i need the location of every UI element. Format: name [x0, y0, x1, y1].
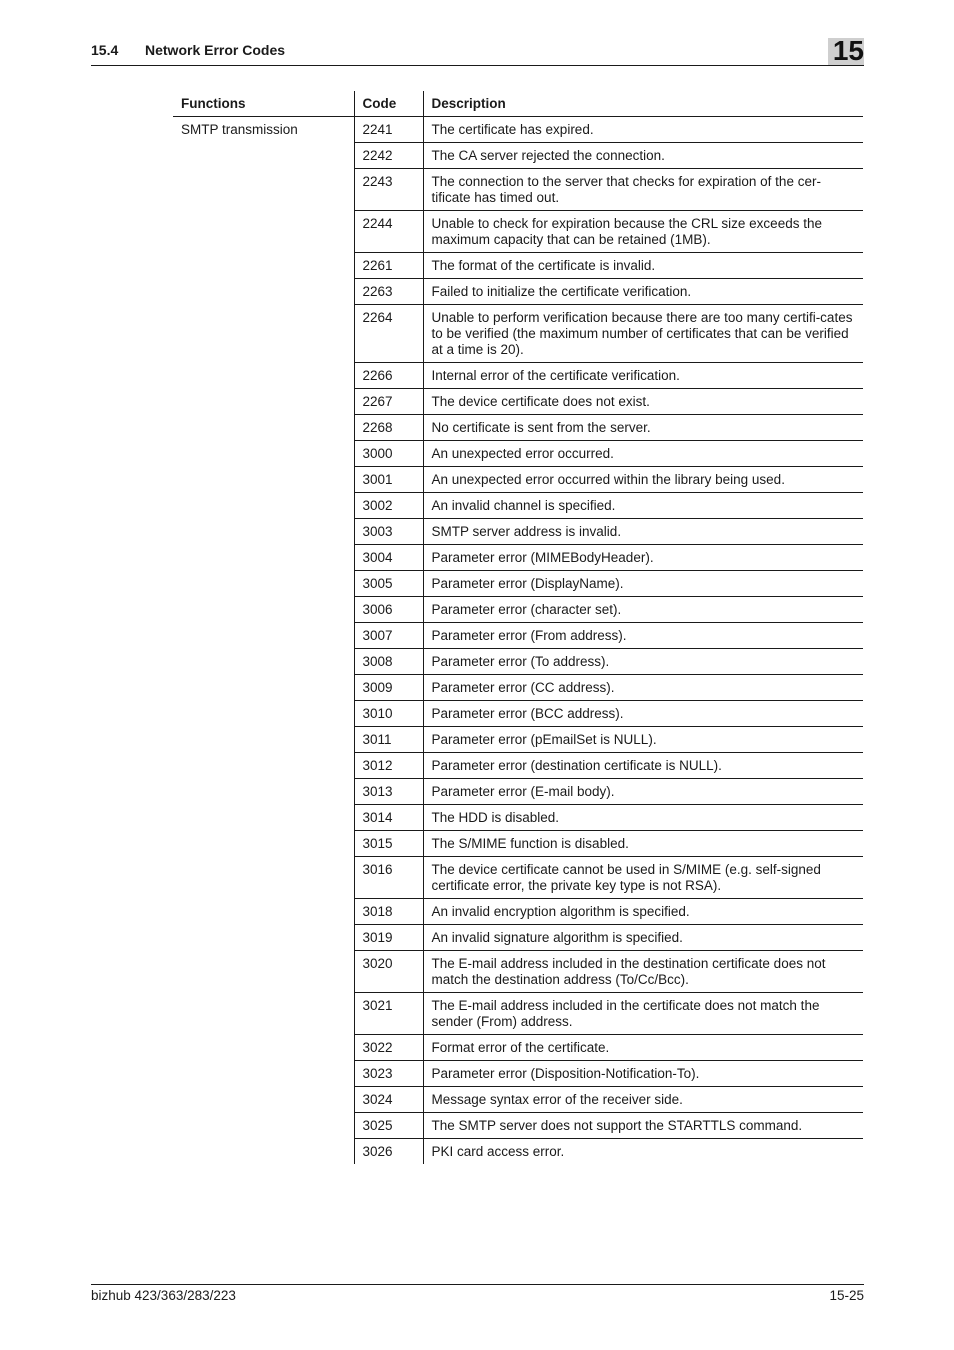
code-cell: 3010 — [354, 701, 423, 727]
code-cell: 3006 — [354, 597, 423, 623]
description-cell: The connection to the server that checks for expiration of the cer-tificate has timed out. — [423, 169, 863, 211]
code-cell: 2266 — [354, 363, 423, 389]
section-title: Network Error Codes — [145, 42, 286, 58]
description-cell: PKI card access error. — [431, 1144, 565, 1159]
error-code-table — [173, 91, 863, 1164]
description-cell: An invalid channel is specified. — [423, 493, 863, 519]
description-cell: An invalid signature algorithm is specified. — [423, 925, 863, 951]
column-header-code: Code — [354, 91, 423, 117]
description-cell: SMTP server address is invalid. — [423, 519, 863, 545]
code-cell: 3016 — [354, 857, 423, 899]
description-cell: Parameter error (BCC address). — [423, 701, 863, 727]
code-cell: 3024 — [354, 1087, 423, 1113]
description-cell: Unable to perform verification because there are too many certifi-cates to be verified (the maximum number of certificates that can be verified at a time is 20). — [423, 305, 863, 363]
code-cell: 3002 — [354, 493, 423, 519]
code-cell: 3003 — [354, 519, 423, 545]
description-cell: The CA server rejected the connection. — [423, 143, 863, 169]
description-cell: Format error of the certificate. — [423, 1035, 863, 1061]
description-cell: Parameter error (Disposition-Notification-To). — [423, 1061, 863, 1087]
description-cell: Message syntax error of the receiver side. — [423, 1087, 863, 1113]
description-cell: The format of the certificate is invalid. — [423, 253, 863, 279]
code-cell: 2244 — [354, 211, 423, 253]
code-cell: 2243 — [354, 169, 423, 211]
description-cell: No certificate is sent from the server. — [423, 415, 863, 441]
code-cell: 3014 — [354, 805, 423, 831]
product-name: bizhub 423/363/283/223 — [91, 1288, 236, 1303]
description-cell: An invalid encryption algorithm is specified. — [423, 899, 863, 925]
code-cell: 3008 — [354, 649, 423, 675]
code-cell: 3021 — [354, 993, 423, 1035]
code-cell: 3012 — [354, 753, 423, 779]
description-cell: The E-mail address included in the certificate does not match the sender (From) address. — [423, 993, 863, 1035]
table-header-row — [173, 91, 863, 117]
description-cell: Parameter error (destination certificate is NULL). — [423, 753, 863, 779]
code-cell: 2267 — [354, 389, 423, 415]
chapter-number: 15 — [832, 35, 864, 66]
table-body — [173, 117, 863, 1165]
code-cell: 3025 — [354, 1113, 423, 1139]
code-cell: 3005 — [354, 571, 423, 597]
description-cell: Unable to check for expiration because the CRL size exceeds the maximum capacity that can be retained (1MB). — [423, 211, 863, 253]
description-cell: Parameter error (pEmailSet is NULL). — [423, 727, 863, 753]
code-cell: 3023 — [354, 1061, 423, 1087]
description-cell: Internal error of the certificate verification. — [423, 363, 863, 389]
code-cell: 3004 — [354, 545, 423, 571]
description-cell: An unexpected error occurred. — [423, 441, 863, 467]
code-cell: 3022 — [354, 1035, 423, 1061]
code-cell: 2263 — [354, 279, 423, 305]
description-cell: Parameter error (DisplayName). — [423, 571, 863, 597]
code-cell: 3011 — [354, 727, 423, 753]
description-cell: The SMTP server does not support the STARTTLS command. — [423, 1113, 863, 1139]
description-cell: Parameter error (E-mail body). — [423, 779, 863, 805]
function-cell: SMTP transmission — [181, 122, 298, 137]
code-cell: 3015 — [354, 831, 423, 857]
code-cell: 2268 — [354, 415, 423, 441]
code-cell: 3001 — [354, 467, 423, 493]
description-cell: An unexpected error occurred within the library being used. — [423, 467, 863, 493]
code-cell: 2241 — [354, 117, 423, 143]
table-row — [173, 117, 863, 143]
section-number: 15.4 — [91, 42, 119, 58]
description-cell: The E-mail address included in the destination certificate does not match the destination address (To/Cc/Bcc). — [423, 951, 863, 993]
code-cell: 3000 — [354, 441, 423, 467]
code-cell: 3013 — [354, 779, 423, 805]
description-cell: Failed to initialize the certificate verification. — [423, 279, 863, 305]
description-cell: The device certificate does not exist. — [423, 389, 863, 415]
description-cell: Parameter error (To address). — [423, 649, 863, 675]
code-cell: 2261 — [354, 253, 423, 279]
description-cell: Parameter error (MIMEBodyHeader). — [423, 545, 863, 571]
description-cell: The S/MIME function is disabled. — [423, 831, 863, 857]
code-cell: 3020 — [354, 951, 423, 993]
page-header — [91, 35, 864, 66]
code-cell: 2242 — [354, 143, 423, 169]
code-cell: 3018 — [354, 899, 423, 925]
description-cell: The HDD is disabled. — [423, 805, 863, 831]
code-cell: 3019 — [354, 925, 423, 951]
description-cell: Parameter error (CC address). — [423, 675, 863, 701]
column-header-description: Description — [423, 91, 863, 117]
page-number: 15-25 — [829, 1288, 864, 1303]
column-header-functions: Functions — [173, 91, 354, 117]
code-cell: 3026 — [354, 1139, 423, 1165]
description-cell: The certificate has expired. — [423, 117, 863, 143]
code-cell: 3009 — [354, 675, 423, 701]
description-cell: The device certificate cannot be used in S/MIME (e.g. self-signed certificate error, the private key type is not RSA). — [423, 857, 863, 899]
description-cell: Parameter error (From address). — [423, 623, 863, 649]
code-cell: 3007 — [354, 623, 423, 649]
description-cell: Parameter error (character set). — [423, 597, 863, 623]
page-footer — [91, 1284, 864, 1307]
code-cell: 2264 — [354, 305, 423, 363]
